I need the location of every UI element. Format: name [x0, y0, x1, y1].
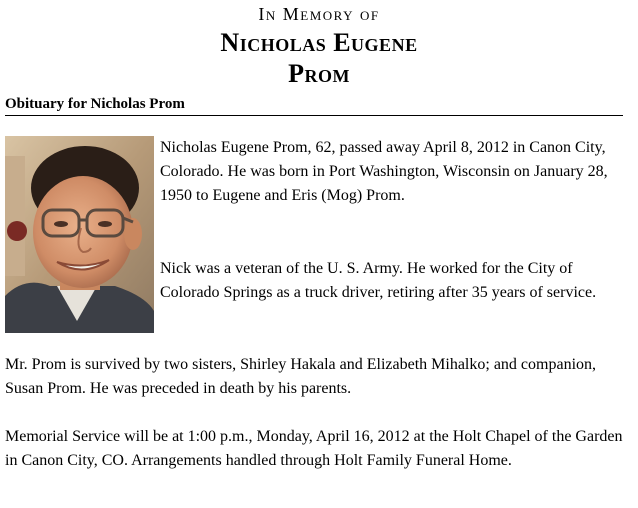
obituary-paragraph: Nicholas Eugene Prom, 62, passed away April 8, 2012 in Canon City, Colorado. He was born in Port Washington, Wisconsin on January 28, 1950 to Eugene and Eris (Mog) Prom. [160, 139, 608, 204]
obituary-subtitle: Obituary for Nicholas Prom [5, 95, 623, 116]
memory-kicker: In Memory of [258, 4, 380, 24]
obituary-paragraph: Nick was a veteran of the U. S. Army. He worked for the City of Colorado Springs as a truck driver, retiring after 35 years of service. [160, 260, 597, 301]
portrait-photo [5, 136, 154, 333]
deceased-name-line2: Prom [288, 59, 350, 88]
obituary-paragraph: Memorial Service will be at 1:00 p.m., Monday, April 16, 2012 at the Holt Chapel of the Garden in Canon City, CO. Arrangements handled through Holt Family Funeral Home. [5, 428, 623, 469]
deceased-name-line1: Nicholas Eugene [220, 28, 418, 57]
obituary-paragraph: Mr. Prom is survived by two sisters, Shirley Hakala and Elizabeth Mihalko; and companion, Susan Prom. He was preceded in death by his parents. [5, 356, 597, 397]
